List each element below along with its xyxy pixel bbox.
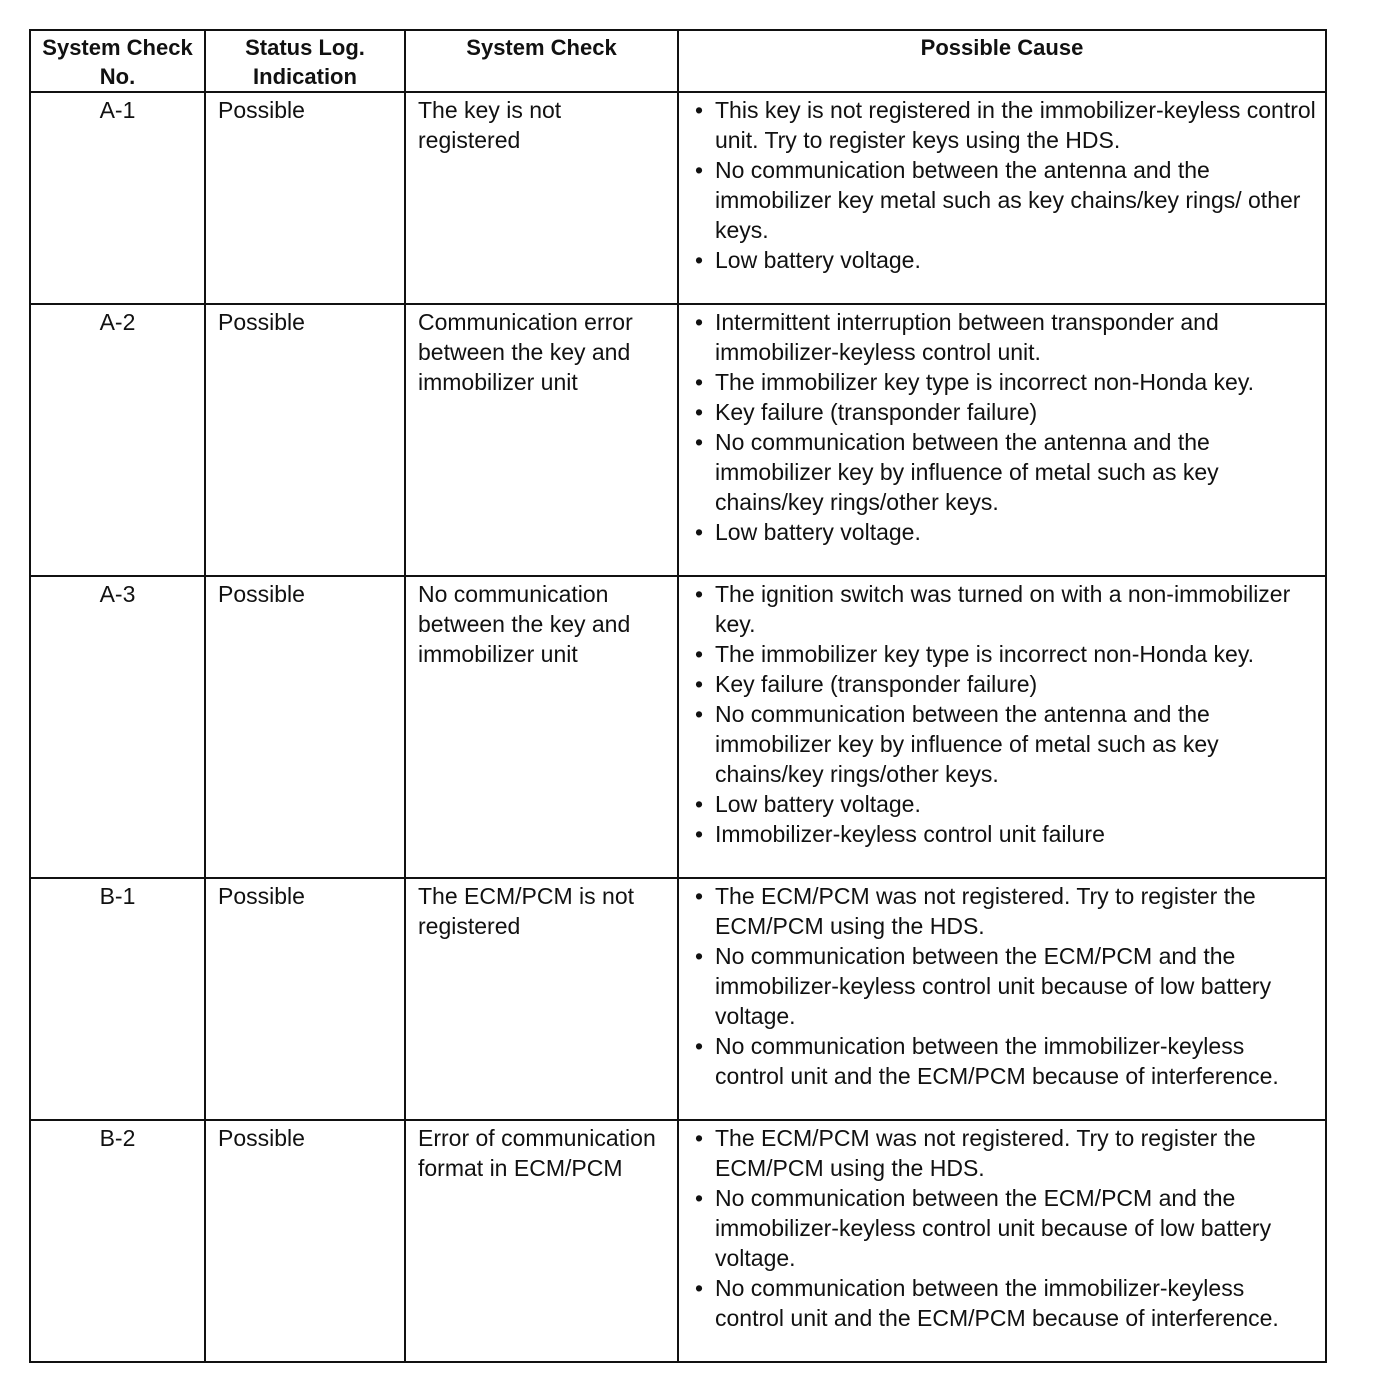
table-header-row: [30, 30, 1326, 92]
status-log-indication-cell: Possible: [205, 304, 405, 576]
bullet-icon: •: [695, 821, 704, 847]
possible-cause-text: The ECM/PCM was not registered. Try to register the ECM/PCM using the HDS.: [715, 1125, 1256, 1181]
possible-cause-list: [693, 307, 1317, 547]
possible-cause-text: The immobilizer key type is incorrect non-Honda key.: [715, 369, 1255, 395]
possible-cause-item: [693, 367, 1317, 397]
possible-cause-text: No communication between the immobilizer-keyless control unit and the ECM/PCM because of interference.: [715, 1275, 1279, 1331]
possible-cause-item: [693, 579, 1317, 639]
bullet-icon: •: [695, 369, 704, 395]
status-log-indication-cell: Possible: [205, 576, 405, 878]
bullet-icon: •: [695, 943, 704, 969]
possible-cause-list: [693, 881, 1317, 1091]
possible-cause-text: The ignition switch was turned on with a non-immobilizer key.: [715, 581, 1291, 637]
status-log-indication-cell: Possible: [205, 878, 405, 1120]
possible-cause-text: Low battery voltage.: [715, 519, 921, 545]
bullet-icon: •: [695, 429, 704, 455]
bullet-icon: •: [695, 1275, 704, 1301]
table-row: [30, 878, 1326, 1120]
possible-cause-text: No communication between the antenna and the immobilizer key by influence of metal such as key chains/key rings/other keys.: [715, 701, 1219, 787]
possible-cause-item: [693, 95, 1317, 155]
possible-cause-item: [693, 397, 1317, 427]
system-check-cell: The ECM/PCM is not registered: [405, 878, 678, 1120]
bullet-icon: •: [695, 157, 704, 183]
possible-cause-item: [693, 427, 1317, 517]
table-row: [30, 576, 1326, 878]
bullet-icon: •: [695, 519, 704, 545]
possible-cause-text: Intermittent interruption between transponder and immobilizer-keyless control unit.: [715, 309, 1219, 365]
bullet-icon: •: [695, 791, 704, 817]
possible-cause-item: [693, 1183, 1317, 1273]
possible-cause-cell: [678, 576, 1326, 878]
status-log-indication-cell: Possible: [205, 92, 405, 304]
bullet-icon: •: [695, 399, 704, 425]
possible-cause-text: The ECM/PCM was not registered. Try to register the ECM/PCM using the HDS.: [715, 883, 1256, 939]
possible-cause-text: This key is not registered in the immobilizer-keyless control unit. Try to register keys using the HDS.: [715, 97, 1316, 153]
possible-cause-item: [693, 699, 1317, 789]
possible-cause-item: [693, 245, 1317, 275]
system-check-no-cell: A-2: [30, 304, 205, 576]
possible-cause-text: Key failure (transponder failure): [715, 671, 1038, 697]
possible-cause-list: [693, 1123, 1317, 1333]
system-check-cell: Communication error between the key and immobilizer unit: [405, 304, 678, 576]
bullet-icon: •: [695, 97, 704, 123]
possible-cause-item: [693, 1031, 1317, 1091]
bullet-icon: •: [695, 671, 704, 697]
possible-cause-cell: [678, 878, 1326, 1120]
header-possible-cause: Possible Cause: [678, 30, 1326, 92]
possible-cause-text: Low battery voltage.: [715, 247, 921, 273]
possible-cause-cell: [678, 92, 1326, 304]
possible-cause-item: [693, 669, 1317, 699]
system-check-table: [29, 29, 1327, 1363]
system-check-no-cell: B-2: [30, 1120, 205, 1362]
possible-cause-text: No communication between the ECM/PCM and the immobilizer-keyless control unit because of low battery voltage.: [715, 943, 1272, 1029]
possible-cause-item: [693, 1123, 1317, 1183]
possible-cause-item: [693, 941, 1317, 1031]
possible-cause-item: [693, 639, 1317, 669]
bullet-icon: •: [695, 883, 704, 909]
possible-cause-list: [693, 95, 1317, 275]
possible-cause-item: [693, 789, 1317, 819]
header-status-log-indication: Status Log. Indication: [205, 30, 405, 92]
bullet-icon: •: [695, 581, 704, 607]
system-check-cell: No communication between the key and immobilizer unit: [405, 576, 678, 878]
bullet-icon: •: [695, 247, 704, 273]
possible-cause-text: No communication between the ECM/PCM and the immobilizer-keyless control unit because of low battery voltage.: [715, 1185, 1272, 1271]
possible-cause-item: [693, 819, 1317, 849]
possible-cause-list: [693, 579, 1317, 849]
header-system-check: System Check: [405, 30, 678, 92]
possible-cause-cell: [678, 304, 1326, 576]
system-check-cell: Error of communication format in ECM/PCM: [405, 1120, 678, 1362]
possible-cause-cell: [678, 1120, 1326, 1362]
bullet-icon: •: [695, 701, 704, 727]
possible-cause-text: Low battery voltage.: [715, 791, 921, 817]
possible-cause-text: No communication between the antenna and the immobilizer key by influence of metal such as key chains/key rings/other keys.: [715, 429, 1219, 515]
table-row: [30, 1120, 1326, 1362]
possible-cause-item: [693, 881, 1317, 941]
possible-cause-text: Key failure (transponder failure): [715, 399, 1038, 425]
possible-cause-item: [693, 307, 1317, 367]
bullet-icon: •: [695, 1033, 704, 1059]
possible-cause-text: The immobilizer key type is incorrect non-Honda key.: [715, 641, 1255, 667]
possible-cause-item: [693, 517, 1317, 547]
possible-cause-text: No communication between the antenna and the immobilizer key metal such as key chains/key rings/ other keys.: [715, 157, 1301, 243]
possible-cause-item: [693, 1273, 1317, 1333]
system-check-no-cell: A-1: [30, 92, 205, 304]
table-row: [30, 304, 1326, 576]
table-row: [30, 92, 1326, 304]
status-log-indication-cell: Possible: [205, 1120, 405, 1362]
bullet-icon: •: [695, 1125, 704, 1151]
possible-cause-text: No communication between the immobilizer-keyless control unit and the ECM/PCM because of interference.: [715, 1033, 1279, 1089]
bullet-icon: •: [695, 1185, 704, 1211]
bullet-icon: •: [695, 309, 704, 335]
system-check-cell: The key is not registered: [405, 92, 678, 304]
possible-cause-text: Immobilizer-keyless control unit failure: [715, 821, 1105, 847]
possible-cause-item: [693, 155, 1317, 245]
header-system-check-no: System Check No.: [30, 30, 205, 92]
system-check-no-cell: A-3: [30, 576, 205, 878]
system-check-no-cell: B-1: [30, 878, 205, 1120]
bullet-icon: •: [695, 641, 704, 667]
